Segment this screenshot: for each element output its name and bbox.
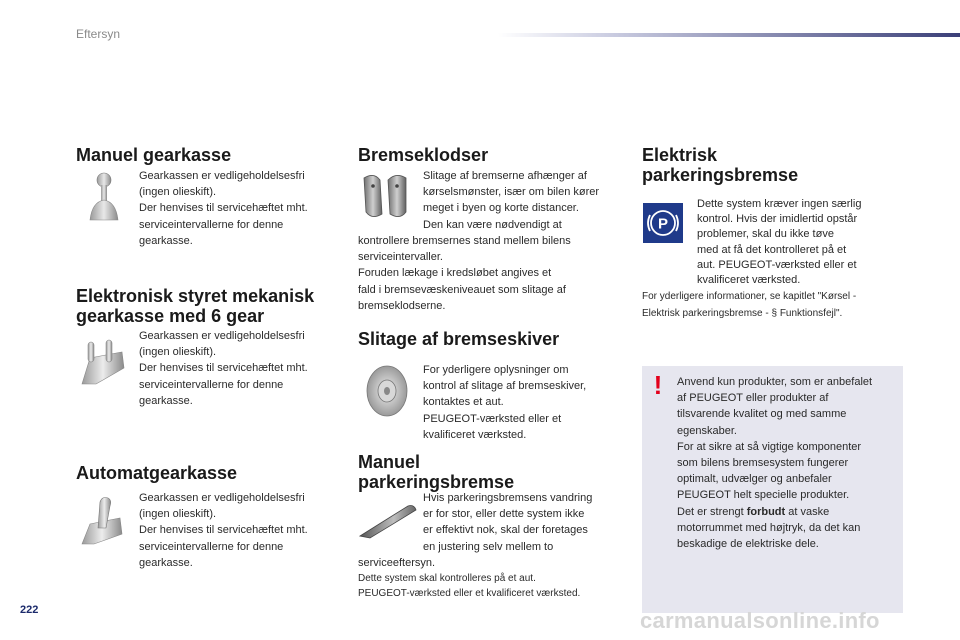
brake-disc-icon (362, 364, 412, 418)
manual-gearbox-text: Gearkassen er vedligeholdelsesfri (ingen olieskift). Der henvises til servicehæftet mht. serviceintervallerne for denne gearkasse. (139, 170, 308, 247)
automatic-gear-selector-icon (80, 494, 124, 546)
page-number: 222 (20, 604, 39, 616)
svg-text:P: P (657, 215, 669, 233)
warning-note-text: Anvend kun produkter, som er anbefalet af PEUGEOT eller produkter af tilsvarende kvalitet og med samme egenskaber. For at sikre at så vigtige komponenter som bilens bremsesystem fungerer optimalt, udvælger og anbefaler PEUGEOT helt specielle produkter. Det er strengt forbudt at vaske motorrummet med højtryk, da det kan beskadige de elektriske dele. (677, 376, 873, 551)
manual-parking-brake-text-top: Hvis parkeringsbremsens vandring er for stor, eller dette system ikke er effektivt nok, skal der foretages en justering selv mellem to (423, 492, 593, 553)
manual-parking-brake-text-bottom: serviceeftersyn. (358, 557, 436, 569)
watermark: carmanualsonline.info (640, 608, 880, 633)
gear-lever-icon (86, 172, 122, 222)
header-bar (498, 33, 960, 37)
brake-discs-text: For yderligere oplysninger om kontrol af slitage af bremseskiver, kontaktes et aut. PEUGEOT-værksted eller et kvalificeret værksted. (423, 364, 587, 441)
manual-parking-brake-title: Manuel parkeringsbremse (358, 452, 515, 492)
brake-pads-icon (360, 172, 412, 222)
chapter-title: Eftersyn (76, 27, 121, 41)
electronic-gearbox-text: Gearkassen er vedligeholdelsesfri (ingen olieskift). Der henvises til servicehæftet mht. serviceintervallerne for denne gearkasse. (139, 330, 308, 407)
handbrake-lever-icon (356, 500, 420, 540)
warning-exclamation-icon: ! (653, 370, 663, 400)
brake-discs-title: Slitage af bremseskiver (358, 329, 560, 349)
manual-parking-brake-note: Dette system skal kontrolleres på et aut. PEUGEOT-værksted eller et kvalificeret værksted. (358, 573, 581, 599)
electric-parking-brake-text: Dette system kræver ingen særlig kontrol. Hvis der imidlertid opstår problemer, skal du ikke tøve med at få det kontrolleret på et aut. PEUGEOT-værksted eller et kvalificeret værksted. (697, 198, 862, 287)
electronic-gearbox-title: Elektronisk styret mekanisk gearkasse med 6 gear (76, 286, 315, 326)
brake-pads-title: Bremseklodser (358, 145, 489, 165)
sequential-gear-lever-icon (78, 338, 128, 386)
brake-pads-text-bottom: kontrollere bremsernes stand mellem bilens serviceintervaller. Foruden lækage i kredsløbet angives et fald i bremsevæskeniveauet som slitage af bremseklodserne. (358, 235, 571, 312)
manual-gearbox-title: Manuel gearkasse (76, 145, 232, 165)
brake-pads-text-top: Slitage af bremserne afhænger af kørselsmønster, især om bilen kører meget i byen og korte distancer. Den kan være nødvendigt at (423, 170, 600, 231)
electric-parking-brake-title: Elektrisk parkeringsbremse (642, 145, 799, 185)
electric-parking-brake-icon (643, 203, 683, 243)
warning-note-forbidden-line: Det er strengt forbudt at vaske (677, 505, 830, 518)
automatic-gearbox-text: Gearkassen er vedligeholdelsesfri (ingen olieskift). Der henvises til servicehæftet mht. serviceintervallerne for denne gearkasse. (139, 492, 308, 569)
electric-parking-brake-note: For yderligere informationer, se kapitlet "Kørsel - Elektrisk parkeringsbremse - § Funktionsfejl". (642, 291, 857, 319)
automatic-gearbox-title: Automatgearkasse (76, 463, 238, 483)
